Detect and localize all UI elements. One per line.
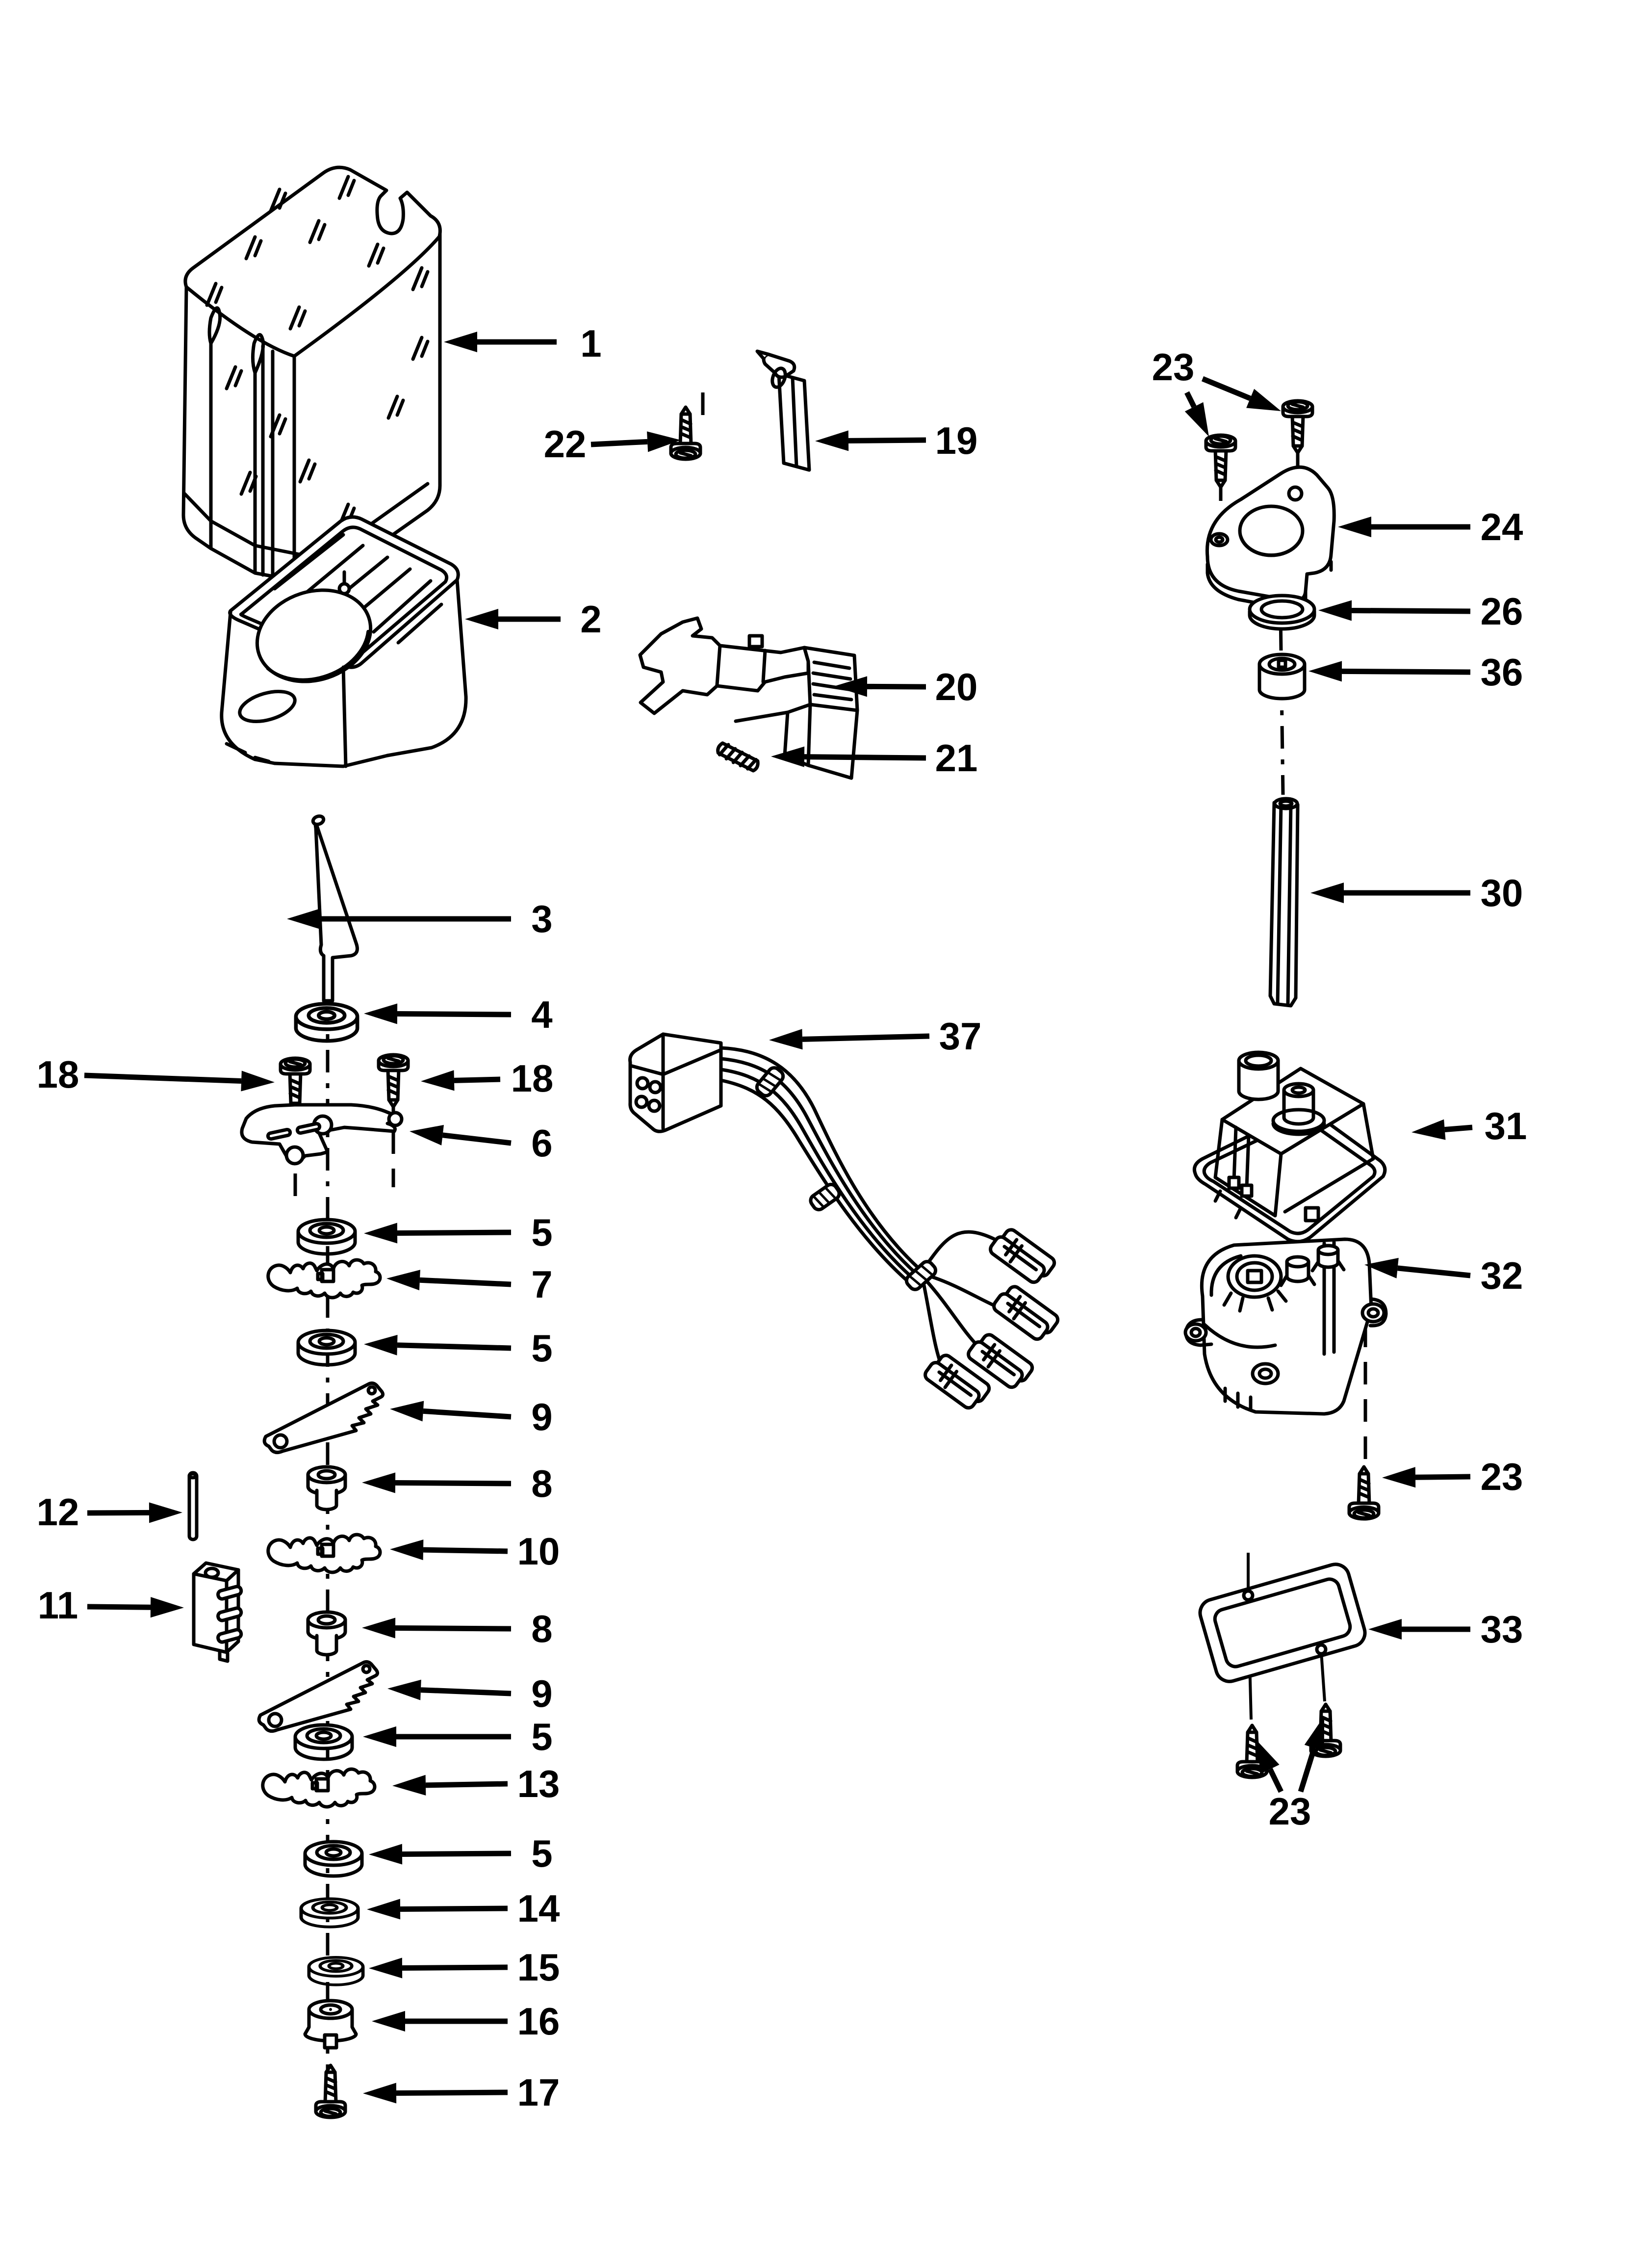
callout-arrowhead-6 <box>410 1125 444 1146</box>
callout-arrowhead-18 <box>241 1071 275 1092</box>
callout-number-18-9: 18 <box>511 1057 554 1100</box>
callout-arrowhead-10 <box>390 1539 423 1560</box>
callout-arrowhead-23 <box>1246 389 1281 411</box>
callout-arrowhead-5 <box>364 1335 398 1356</box>
callout-arrowhead-36 <box>1308 661 1342 681</box>
callout-arrowhead-8 <box>362 1472 395 1493</box>
callout-number-21-5: 21 <box>935 736 978 780</box>
callout-number-33-37: 33 <box>1480 1608 1523 1651</box>
callout-number-3-7: 3 <box>531 897 553 940</box>
callout-arrow-7 <box>420 1280 511 1284</box>
bushing-8b-part <box>308 1612 345 1655</box>
callout-arrowhead-23 <box>1305 1716 1324 1751</box>
callout-number-18-10: 18 <box>36 1053 79 1096</box>
wire-harness-37-part <box>630 1034 1060 1412</box>
callout-arrow-4 <box>397 1014 511 1015</box>
callout-number-16-25: 16 <box>517 2000 560 2043</box>
callout-arrowhead-13 <box>392 1775 426 1796</box>
callout-arrow-17 <box>396 2092 508 2093</box>
callout-arrowhead-4 <box>364 1003 397 1024</box>
callout-arrow-21 <box>804 757 926 758</box>
callout-arrowhead-23 <box>1185 402 1209 437</box>
callout-number-1-0: 1 <box>580 322 602 365</box>
callout-arrowhead-19 <box>815 430 848 451</box>
callout-arrowhead-11 <box>151 1597 184 1617</box>
screw-22-part <box>671 407 700 459</box>
callout-arrowhead-15 <box>369 1958 402 1979</box>
callout-number-30-33: 30 <box>1480 871 1523 914</box>
mounting-plate-6-part <box>242 1105 402 1164</box>
bearing-bracket-24-part <box>1207 467 1334 609</box>
callout-arrow-9 <box>423 1411 511 1417</box>
blade-7-part <box>268 1260 380 1298</box>
callout-arrowhead-21 <box>771 747 804 767</box>
screw-17-part <box>316 2065 345 2117</box>
callout-arrowhead-30 <box>1310 883 1344 903</box>
callout-arrowhead-3 <box>287 909 320 929</box>
bushing-8a-part <box>308 1467 345 1510</box>
callout-number-17-26: 17 <box>517 2071 560 2114</box>
callout-arrow-18 <box>454 1079 500 1080</box>
callout-number-9-15: 9 <box>531 1395 553 1438</box>
callout-arrow-6 <box>443 1135 511 1143</box>
callout-number-14-23: 14 <box>517 1887 560 1930</box>
callout-number-2-1: 2 <box>580 598 602 641</box>
callout-arrow-23 <box>1270 1769 1281 1792</box>
callout-arrow-23 <box>1203 379 1250 398</box>
callout-arrow-22 <box>591 442 647 444</box>
callout-arrow-32 <box>1398 1268 1470 1276</box>
callout-arrow-5 <box>402 1853 511 1854</box>
motor-cover-31-part <box>1194 1052 1385 1242</box>
callout-number-23-36: 23 <box>1480 1455 1523 1498</box>
callout-arrow-5 <box>397 1345 511 1348</box>
callout-arrow-8 <box>395 1628 511 1629</box>
coupler-block-11-part <box>194 1563 242 1661</box>
callout-arrow-5 <box>397 1232 511 1233</box>
callout-arrow-31 <box>1445 1127 1472 1130</box>
bearing-washer-26-part <box>1250 596 1314 629</box>
callout-number-19-3: 19 <box>935 419 978 462</box>
callout-number-6-11: 6 <box>531 1121 553 1165</box>
callout-number-22-2: 22 <box>543 422 587 466</box>
callout-number-5-20: 5 <box>531 1715 553 1758</box>
callout-arrowhead-5 <box>364 1223 397 1244</box>
center-lines <box>295 392 1365 2080</box>
callout-number-5-22: 5 <box>531 1832 553 1875</box>
callout-number-24-30: 24 <box>1480 505 1523 548</box>
callout-arrowhead-14 <box>367 1899 400 1920</box>
comb-9b-part <box>259 1662 377 1731</box>
pin-12-part <box>189 1473 197 1539</box>
callout-number-11-28: 11 <box>37 1584 78 1627</box>
callout-arrowhead-8 <box>362 1617 395 1638</box>
callout-arrow-23 <box>1301 1748 1314 1792</box>
callout-arrow-26 <box>1352 610 1470 611</box>
callout-number-36-32: 36 <box>1480 651 1523 694</box>
blade-13-part <box>263 1769 375 1807</box>
callout-number-12-27: 12 <box>36 1490 79 1534</box>
auger-motor-32-part <box>1185 1239 1386 1414</box>
callout-arrow-12 <box>87 1512 149 1513</box>
callout-number-26-31: 26 <box>1480 590 1523 633</box>
callout-arrow-23 <box>1187 392 1194 407</box>
bracket-strip-19-part <box>757 351 809 470</box>
gasket-plate-33-part <box>1197 1561 1368 1685</box>
drive-shaft-30-part <box>1270 799 1298 1006</box>
comb-9a-part <box>264 1383 383 1452</box>
callout-arrowhead-33 <box>1368 1619 1402 1640</box>
callout-number-37-6: 37 <box>939 1015 982 1058</box>
callout-arrowhead-1 <box>444 332 477 352</box>
callout-arrowhead-24 <box>1338 517 1371 537</box>
callout-arrow-20 <box>867 686 926 687</box>
callout-number-23-38: 23 <box>1268 1790 1311 1833</box>
washer-5c-part <box>295 1725 352 1759</box>
callout-arrowhead-18 <box>421 1070 454 1091</box>
cable-tie <box>754 1066 785 1098</box>
callout-arrow-8 <box>395 1483 511 1484</box>
callout-number-4-8: 4 <box>531 993 553 1036</box>
washer-15-part <box>309 1957 363 1985</box>
screw-23-topA-part <box>1283 401 1312 453</box>
ice-container-part <box>183 167 440 584</box>
callout-arrowhead-7 <box>386 1270 420 1290</box>
screw-23-mid-part <box>1349 1467 1379 1519</box>
callout-number-5-14: 5 <box>531 1327 553 1370</box>
callout-number-8-18: 8 <box>531 1607 553 1650</box>
callout-number-31-34: 31 <box>1484 1104 1527 1147</box>
callout-number-8-16: 8 <box>531 1462 553 1505</box>
callout-arrow-9 <box>421 1690 511 1694</box>
callout-arrow-14 <box>400 1908 508 1909</box>
callout-arrow-19 <box>848 440 926 441</box>
callout-arrow-37 <box>802 1036 929 1039</box>
bushing-36-part <box>1259 654 1305 699</box>
callout-arrow-15 <box>402 1967 508 1968</box>
screw-18-right-part <box>379 1055 408 1107</box>
callout-arrow-36 <box>1342 671 1470 672</box>
screw-23-topB-part <box>1206 435 1235 487</box>
blade-10-part <box>268 1535 380 1572</box>
callout-arrow-10 <box>423 1550 508 1551</box>
callout-number-20-4: 20 <box>935 665 978 708</box>
callout-number-9-19: 9 <box>531 1672 553 1715</box>
callout-arrowhead-16 <box>372 2011 405 2032</box>
callout-arrowhead-5 <box>369 1844 402 1865</box>
callout-arrowhead-23 <box>1382 1467 1415 1487</box>
callout-arrow-13 <box>426 1784 508 1785</box>
lever-bracket-20-part <box>640 618 857 778</box>
cable-tie <box>808 1182 842 1212</box>
support-housing-part <box>222 517 466 766</box>
callout-arrowhead-17 <box>363 2083 396 2104</box>
callout-number-15-24: 15 <box>517 1946 560 1989</box>
callout-arrowhead-37 <box>769 1029 802 1049</box>
callout-arrowhead-26 <box>1318 600 1352 621</box>
callout-number-13-21: 13 <box>517 1762 560 1805</box>
callout-arrowhead-2 <box>465 609 498 629</box>
screw-18-left-part <box>281 1058 310 1110</box>
washer-5d-part <box>305 1842 362 1876</box>
callout-number-7-13: 7 <box>531 1263 553 1306</box>
callout-number-10-17: 10 <box>517 1530 560 1573</box>
callout-arrowhead-12 <box>149 1502 182 1523</box>
callout-arrowhead-31 <box>1411 1120 1445 1140</box>
callout-number-32-35: 32 <box>1480 1254 1523 1297</box>
callout-arrow-18 <box>84 1075 241 1081</box>
callout-arrowhead-5 <box>363 1726 396 1747</box>
bent-rod-3-part <box>312 815 358 1001</box>
damper-16-part <box>305 2001 356 2048</box>
callout-number-5-12: 5 <box>531 1211 553 1254</box>
callout-arrowhead-9 <box>390 1401 424 1421</box>
callout-arrowhead-9 <box>387 1680 421 1700</box>
callout-number-23-29: 23 <box>1152 345 1195 389</box>
spring-21-part <box>716 741 761 772</box>
washer-14-part <box>301 1899 358 1927</box>
